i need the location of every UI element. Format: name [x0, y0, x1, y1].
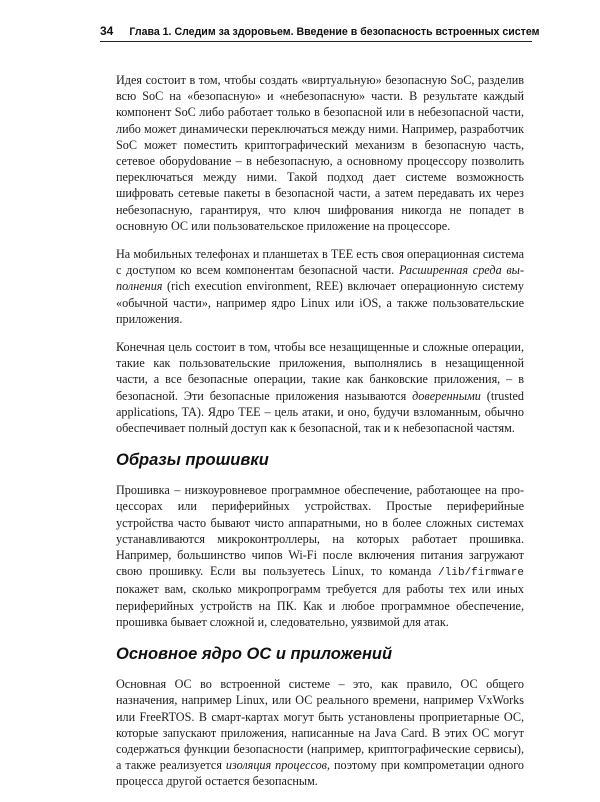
section-heading-firmware: Образы прошивки: [116, 451, 269, 470]
paragraph-5-text-a: Основная ОС во встроенной системе – это, как правило, ОС общего назначения, например Linux, или ОС реального времени, например VxWorks или FreeRTOS. В смарт-картах могут быть установлены проприетарные ОС, которые запускают приложения, написанные на Java Card. В этих ОС могут содержаться функции безопасности (например, криптографические сервисы), а также реализуется: [116, 677, 524, 773]
paragraph-4-text-b: покажет вам, сколько микропрограмм требуется для работы тех или иных периферийных устройств на ПК. Как и любое программное обеспечение, прошивка бывает сложной и, следовательно, уязвимой для атак.: [116, 582, 524, 629]
paragraph-3: [116, 339, 524, 436]
page-body: [116, 72, 524, 802]
paragraph-3-text-b: (trusted applications, TA). Ядро TEE – цель атаки, и оно, будучи взломанным, обычно обеспечивает полный доступ как к безопасной, так и к небезопасной частям.: [116, 388, 524, 436]
paragraph-5-term: изоляция процессов: [225, 758, 327, 773]
paragraph-2-term: Расширенная среда выполнения: [116, 263, 524, 294]
paragraph-4-code: /lib/firmware: [438, 567, 524, 580]
page-number: 34: [100, 24, 114, 38]
paragraph-3-term: доверенными: [412, 388, 481, 403]
paragraph-5-text-b: , поэтому при компрометации одного процесса другой остается безопасным.: [116, 758, 524, 789]
paragraph-2-text-b: (rich execution environment, REE) включает операционную систему «обычной части», например ядро Linux или iOS, а также пользовательские приложения.: [116, 279, 524, 326]
section-heading-os-kernel: Основное ядро ОС и приложений: [116, 645, 393, 664]
header-rule: [100, 41, 532, 42]
running-head: [100, 24, 540, 38]
paragraph-1: Идея состоит в том, чтобы создать «виртуальную» безопасную SoC, разделив всю SoC на «безопасную» и «небезопасную» части. В результате каждый компонент SoC либо работает только в безопасной или в небезопасной части, либо может динамически переключаться между ними. Например, разработчик SoC может поместить криптографический механизм в безопасную часть, сетевое оборуdование – в небезопасную, а основному процессору позволить переключаться между ними. Такой подход дает системе возможность шифровать сетевые пакеты в безопасной части, а затем передавать их через небезопасную, гарантируя, что ключ шифрования никогда не попадет в основную ОС или пользовательское приложение на процессоре.: [116, 73, 524, 233]
paragraph-4-text-a: Прошивка – низкоуровневое программное обеспечение, работающее на процессорах или периферийных устройствах. Простые периферийные устройства часто бывают чисто аппаратными, но в более сложных системах устанавливаются микроконтроллеры, на которых работает прошивка. Например, большинство чипов Wi-Fi после включения питания загружают свою прошивку. Если вы пользуетесь Linux, то команда: [116, 483, 524, 579]
paragraph-5: [116, 676, 524, 789]
chapter-title: Глава 1. Следим за здоровьем. Введение в безопасность встроенных систем: [129, 26, 540, 38]
paragraph-4: [116, 482, 524, 630]
paragraph-2: [116, 246, 524, 327]
paragraph-3-text-a: Конечная цель состоит в том, чтобы все незащищенные и сложные операции, такие как пользовательские приложения, выполнялись в незащищенной части, а все безопасные операции, такие как банковские приложения, – в безопасной. Эти безопасные приложения называются: [116, 340, 524, 403]
paragraph-2-text-a: На мобильных телефонах и планшетах в TEE есть своя операционная система с доступом ко всем компонентам безопасной части.: [116, 247, 524, 278]
